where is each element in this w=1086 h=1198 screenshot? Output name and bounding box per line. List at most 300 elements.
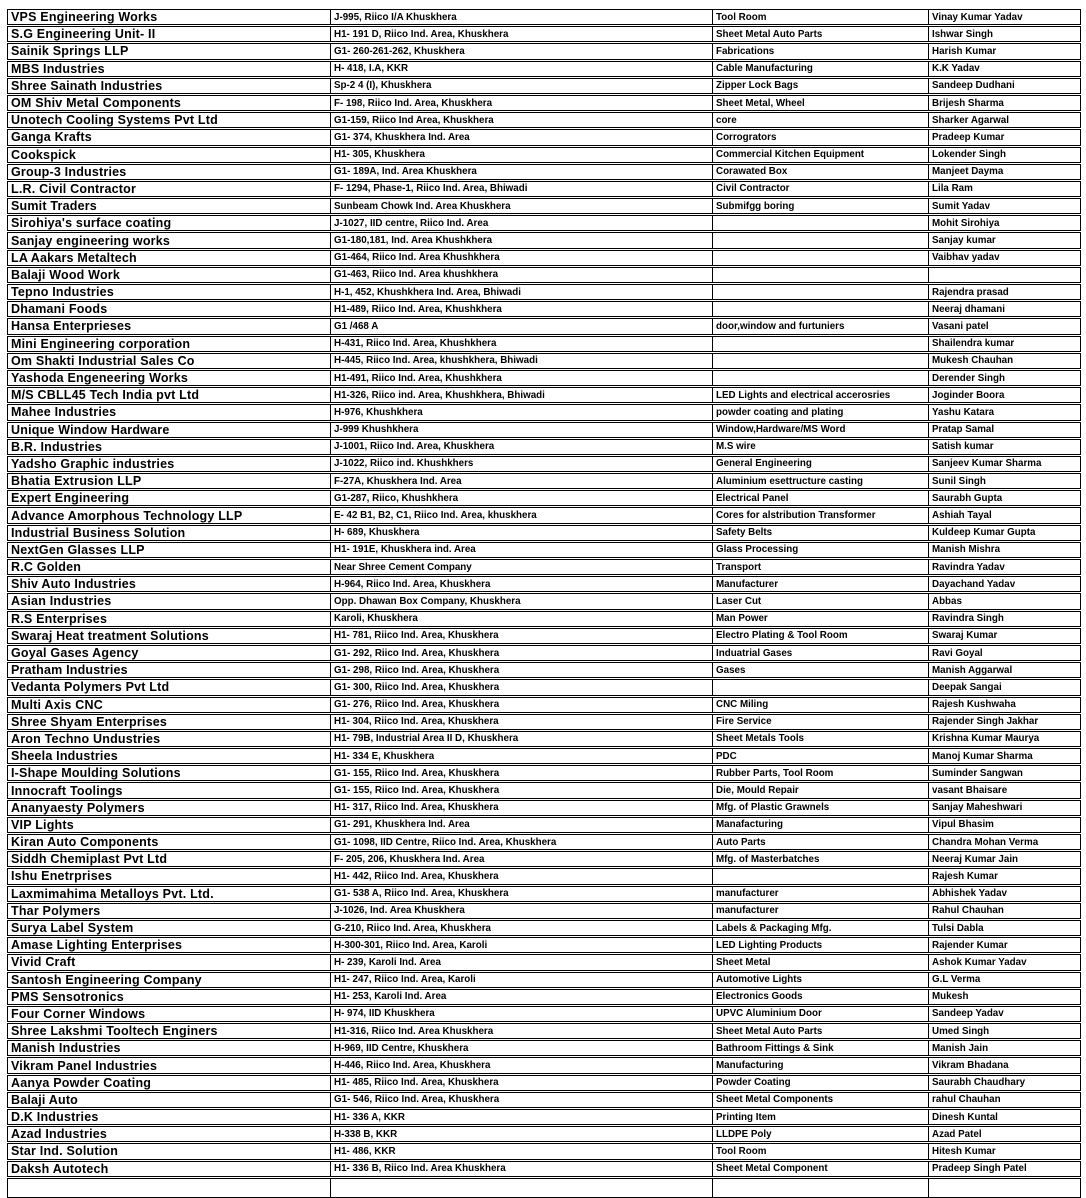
contact-person-cell: Rajesh Kumar — [928, 869, 1080, 883]
address-cell: H-1, 452, Khushkhera Ind. Area, Bhiwadi — [330, 285, 712, 299]
address-cell: Sp-2 4 (I), Khuskhera — [330, 79, 712, 93]
contact-person-cell: Azad Patel — [928, 1127, 1080, 1141]
contact-person-cell: Tulsi Dabla — [928, 921, 1080, 935]
products-cell — [712, 869, 928, 883]
table-row — [7, 731, 1081, 747]
address-cell: H1- 336 B, Riico Ind. Area Khuskhera — [330, 1162, 712, 1176]
contact-person-cell: Sunil Singh — [928, 474, 1080, 488]
products-cell: Auto Parts — [712, 835, 928, 849]
contact-person-cell: Abhishek Yadav — [928, 887, 1080, 901]
contact-person-cell: Dayachand Yadav — [928, 577, 1080, 591]
table-row — [7, 26, 1081, 42]
table-row — [7, 851, 1081, 867]
contact-person-cell: Brijesh Sharma — [928, 96, 1080, 110]
company-name-cell: Yashoda Engeneering Works — [11, 371, 189, 386]
products-cell: Manufacturer — [712, 577, 928, 591]
address-cell: H1- 191E, Khuskhera ind. Area — [330, 543, 712, 557]
address-cell: G1-464, Riico Ind. Area Khushkhera — [330, 251, 712, 265]
address-cell: G1- 291, Khuskhera Ind. Area — [330, 818, 712, 832]
company-name-cell: M/S CBLL45 Tech India pvt Ltd — [11, 388, 200, 403]
company-name-cell: Sainik Springs LLP — [11, 44, 129, 59]
contact-person-cell: Rahul Chauhan — [928, 904, 1080, 918]
company-name-cell: Mini Engineering corporation — [11, 336, 191, 351]
contact-person-cell: Shailendra kumar — [928, 337, 1080, 351]
table-row — [7, 1006, 1081, 1022]
contact-person-cell: Pradeep Singh Patel — [928, 1162, 1080, 1176]
products-cell: Aluminium esettructure casting — [712, 474, 928, 488]
address-cell: H1- 304, Riico Ind. Area, Khuskhera — [330, 715, 712, 729]
company-name-cell: Hansa Enterprieses — [11, 319, 132, 334]
company-name-cell: Dhamani Foods — [11, 302, 108, 317]
address-cell: G-210, Riico Ind. Area, Khuskhera — [330, 921, 712, 935]
contact-person-cell: Krishna Kumar Maurya — [928, 732, 1080, 746]
products-cell: Submifgg boring — [712, 199, 928, 213]
table-row — [7, 267, 1081, 283]
company-name-cell: Multi Axis CNC — [11, 697, 103, 712]
contact-person-cell: Joginder Boora — [928, 388, 1080, 402]
company-name-cell: VIP Lights — [11, 817, 74, 832]
address-cell: H-976, Khushkhera — [330, 405, 712, 419]
contact-person-cell: rahul Chauhan — [928, 1093, 1080, 1107]
contact-person-cell: Manoj Kumar Sharma — [928, 749, 1080, 763]
table-row — [7, 937, 1081, 953]
products-cell: Electrical Panel — [712, 491, 928, 505]
company-name-cell: Pratham Industries — [11, 663, 128, 678]
products-cell: Mfg. of Masterbatches — [712, 852, 928, 866]
company-name-cell: I-Shape Moulding Solutions — [11, 766, 181, 781]
table-row — [7, 1057, 1081, 1073]
address-cell: H1- 485, Riico Ind. Area, Khuskhera — [330, 1076, 712, 1090]
address-cell: H1-316, Riico Ind. Area Khuskhera — [330, 1024, 712, 1038]
company-name-cell: Advance Amorphous Technology LLP — [11, 508, 243, 523]
table-row — [7, 765, 1081, 781]
table-row — [7, 439, 1081, 455]
table-row — [7, 318, 1081, 334]
address-cell: G1- 1098, IID Centre, Riico Ind. Area, Khuskhera — [330, 835, 712, 849]
address-cell: H-445, Riico Ind. Area, khushkhera, Bhiwadi — [330, 354, 712, 368]
address-cell: Opp. Dhawan Box Company, Khuskhera — [330, 594, 712, 608]
address-cell: H1- 247, Riico Ind. Area, Karoli — [330, 973, 712, 987]
products-cell: Corawated Box — [712, 165, 928, 179]
contact-person-cell: Mukesh — [928, 990, 1080, 1004]
company-name-cell: Aanya Powder Coating — [11, 1075, 152, 1090]
table-row — [7, 972, 1081, 988]
products-cell: M.S wire — [712, 440, 928, 454]
products-cell — [712, 680, 928, 694]
products-cell: Sheet Metal Component — [712, 1162, 928, 1176]
table-row — [7, 78, 1081, 94]
products-cell — [712, 233, 928, 247]
products-cell: CNC Miling — [712, 698, 928, 712]
table-row — [7, 370, 1081, 386]
products-cell: LLDPE Poly — [712, 1127, 928, 1141]
products-cell: General Engineering — [712, 457, 928, 471]
address-cell: J-999 Khushkhera — [330, 423, 712, 437]
products-cell — [712, 251, 928, 265]
table-row — [7, 559, 1081, 575]
contact-person-cell: G.L Verma — [928, 973, 1080, 987]
company-name-cell: Industrial Business Solution — [11, 525, 186, 540]
table-row — [7, 954, 1081, 970]
contact-person-cell: Manish Jain — [928, 1041, 1080, 1055]
products-cell: Corrogrators — [712, 130, 928, 144]
contact-person-cell: Pradeep Kumar — [928, 130, 1080, 144]
address-cell: H1- 79B, Industrial Area II D, Khuskhera — [330, 732, 712, 746]
company-name-cell: Shree Sainath Industries — [11, 78, 163, 93]
products-cell — [712, 337, 928, 351]
company-name-cell: Asian Industries — [11, 594, 112, 609]
address-cell: J-1001, Riico Ind. Area, Khuskhera — [330, 440, 712, 454]
contact-person-cell: Chandra Mohan Verma — [928, 835, 1080, 849]
address-cell: F- 205, 206, Khuskhera Ind. Area — [330, 852, 712, 866]
contact-person-cell: Vipul Bhasim — [928, 818, 1080, 832]
contact-person-cell: Umed Singh — [928, 1024, 1080, 1038]
company-name-cell: Star Ind. Solution — [11, 1144, 119, 1159]
products-cell: door,window and furtuniers — [712, 319, 928, 333]
contact-person-cell — [928, 1179, 1080, 1197]
table-row — [7, 473, 1081, 489]
contact-person-cell: Deepak Sangai — [928, 680, 1080, 694]
address-cell: G1- 546, Riico Ind. Area, Khuskhera — [330, 1093, 712, 1107]
contact-person-cell: Rajesh Kushwaha — [928, 698, 1080, 712]
company-name-cell: Vedanta Polymers Pvt Ltd — [11, 680, 170, 695]
address-cell: H- 689, Khuskhera — [330, 526, 712, 540]
products-cell — [712, 268, 928, 282]
table-row — [7, 404, 1081, 420]
address-cell: J-1027, IID centre, Riico Ind. Area — [330, 216, 712, 230]
address-cell: G1- 276, Riico Ind. Area, Khuskhera — [330, 698, 712, 712]
products-cell: Fabrications — [712, 44, 928, 58]
contact-person-cell: Neeraj dhamani — [928, 302, 1080, 316]
table-row — [7, 387, 1081, 403]
address-cell: G1- 260-261-262, Khuskhera — [330, 44, 712, 58]
table-row — [7, 662, 1081, 678]
company-name-cell: Bhatia Extrusion LLP — [11, 474, 142, 489]
address-cell: H-446, Riico Ind. Area, Khuskhera — [330, 1058, 712, 1072]
table-row — [7, 1040, 1081, 1056]
contact-person-cell: Ashiah Tayal — [928, 508, 1080, 522]
products-cell: LED Lights and electrical accerosries — [712, 388, 928, 402]
contact-person-cell: Sanjay Maheshwari — [928, 801, 1080, 815]
company-name-cell: VPS Engineering Works — [11, 10, 158, 25]
address-cell: H1- 253, Karoli Ind. Area — [330, 990, 712, 1004]
address-cell: E- 42 B1, B2, C1, Riico Ind. Area, khuskhera — [330, 508, 712, 522]
table-row — [7, 542, 1081, 558]
table-row-partial — [7, 1178, 1081, 1198]
contact-person-cell: Kuldeep Kumar Gupta — [928, 526, 1080, 540]
table-row — [7, 301, 1081, 317]
address-cell: F-27A, Khuskhera Ind. Area — [330, 474, 712, 488]
contact-person-cell: Sandeep Yadav — [928, 1007, 1080, 1021]
products-cell: Window,Hardware/MS Word — [712, 423, 928, 437]
table-row — [7, 868, 1081, 884]
company-name-cell: Amase Lighting Enterprises — [11, 938, 183, 953]
table-row — [7, 593, 1081, 609]
products-cell — [712, 371, 928, 385]
address-cell: H- 974, IID Khuskhera — [330, 1007, 712, 1021]
products-cell: Fire Service — [712, 715, 928, 729]
table-row — [7, 834, 1081, 850]
address-cell: H-431, Riico Ind. Area, Khushkhera — [330, 337, 712, 351]
address-cell: H1- 442, Riico Ind. Area, Khuskhera — [330, 869, 712, 883]
table-row — [7, 456, 1081, 472]
contact-person-cell: Mohit Sirohiya — [928, 216, 1080, 230]
contact-person-cell — [928, 268, 1080, 282]
products-cell: Gases — [712, 663, 928, 677]
address-cell: G1- 155, Riico Ind. Area, Khuskhera — [330, 766, 712, 780]
table-row — [7, 336, 1081, 352]
company-name-cell: Santosh Engineering Company — [11, 972, 202, 987]
company-name-cell: Surya Label System — [11, 921, 134, 936]
address-cell: Near Shree Cement Company — [330, 560, 712, 574]
address-cell: H1-491, Riico Ind. Area, Khushkhera — [330, 371, 712, 385]
company-name-cell: B.R. Industries — [11, 439, 103, 454]
address-cell: H- 239, Karoli Ind. Area — [330, 955, 712, 969]
products-cell: Tool Room — [712, 1144, 928, 1158]
table-row — [7, 198, 1081, 214]
products-cell: Commercial Kitchen Equipment — [712, 148, 928, 162]
contact-person-cell: Vikram Bhadana — [928, 1058, 1080, 1072]
products-cell: powder coating and plating — [712, 405, 928, 419]
address-cell: H1- 191 D, Riico Ind. Area, Khuskhera — [330, 27, 712, 41]
contact-person-cell: Ravi Goyal — [928, 646, 1080, 660]
table-row — [7, 181, 1081, 197]
table-row — [7, 1143, 1081, 1159]
address-cell: H-338 B, KKR — [330, 1127, 712, 1141]
contact-person-cell: Rajender Kumar — [928, 938, 1080, 952]
company-name-cell: Daksh Autotech — [11, 1161, 109, 1176]
products-cell: UPVC Aluminium Door — [712, 1007, 928, 1021]
address-cell — [330, 1179, 712, 1197]
contact-person-cell: Sanjeev Kumar Sharma — [928, 457, 1080, 471]
company-name-cell: Group-3 Industries — [11, 164, 127, 179]
contact-person-cell: Sandeep Dudhani — [928, 79, 1080, 93]
table-row — [7, 645, 1081, 661]
company-name-cell: Innocraft Toolings — [11, 783, 123, 798]
products-cell: Die, Mould Repair — [712, 783, 928, 797]
table-row — [7, 250, 1081, 266]
products-cell: Laser Cut — [712, 594, 928, 608]
address-cell: G1 /468 A — [330, 319, 712, 333]
contact-person-cell: Sumit Yadav — [928, 199, 1080, 213]
company-name-cell: D.K Industries — [11, 1110, 99, 1125]
products-cell — [712, 216, 928, 230]
table-row — [7, 61, 1081, 77]
products-cell: Rubber Parts, Tool Room — [712, 766, 928, 780]
company-name-cell: PMS Sensotronics — [11, 989, 124, 1004]
products-cell: Sheet Metal Auto Parts — [712, 27, 928, 41]
products-cell: Powder Coating — [712, 1076, 928, 1090]
table-row — [7, 920, 1081, 936]
company-name-cell: Vivid Craft — [11, 955, 76, 970]
company-name-cell: Om Shakti Industrial Sales Co — [11, 353, 195, 368]
company-name-cell: Aron Techno Undustries — [11, 731, 161, 746]
contact-person-cell: Manjeet Dayma — [928, 165, 1080, 179]
table-row — [7, 800, 1081, 816]
company-name-cell: Goyal Gases Agency — [11, 646, 139, 661]
contact-person-cell: Saurabh Gupta — [928, 491, 1080, 505]
contact-person-cell: Ashok Kumar Yadav — [928, 955, 1080, 969]
table-row — [7, 525, 1081, 541]
address-cell: F- 198, Riico Ind. Area, Khuskhera — [330, 96, 712, 110]
contact-person-cell: Vaibhav yadav — [928, 251, 1080, 265]
company-name-cell: Shree Lakshmi Tooltech Enginers — [11, 1024, 218, 1039]
company-name-cell: Sheela Industries — [11, 749, 118, 764]
products-cell: Cores for alstribution Transformer — [712, 508, 928, 522]
company-name-cell: Vikram Panel Industries — [11, 1058, 158, 1073]
contact-person-cell: Ishwar Singh — [928, 27, 1080, 41]
company-name-cell: Sumit Traders — [11, 199, 97, 214]
products-cell: Induatrial Gases — [712, 646, 928, 660]
contact-person-cell: Swaraj Kumar — [928, 629, 1080, 643]
company-name-cell: Mahee Industries — [11, 405, 117, 420]
address-cell: H1- 781, Riico Ind. Area, Khuskhera — [330, 629, 712, 643]
address-cell: G1-287, Riico, Khushkhera — [330, 491, 712, 505]
table-row — [7, 679, 1081, 695]
company-name-cell: NextGen Glasses LLP — [11, 542, 145, 557]
company-name-cell: R.C Golden — [11, 560, 82, 575]
table-row — [7, 886, 1081, 902]
products-cell: Civil Contractor — [712, 182, 928, 196]
products-cell: Sheet Metal — [712, 955, 928, 969]
contact-person-cell: Lokender Singh — [928, 148, 1080, 162]
table-row — [7, 1109, 1081, 1125]
company-name-cell: R.S Enterprises — [11, 611, 108, 626]
company-name-cell: Yadsho Graphic industries — [11, 456, 175, 471]
contact-person-cell: Lila Ram — [928, 182, 1080, 196]
address-cell: H1- 317, Riico Ind. Area, Khuskhera — [330, 801, 712, 815]
products-cell: PDC — [712, 749, 928, 763]
table-row — [7, 576, 1081, 592]
company-name-cell: Ishu Enetrprises — [11, 869, 113, 884]
address-cell: H1- 334 E, Khuskhera — [330, 749, 712, 763]
company-name-cell: Manish Industries — [11, 1041, 121, 1056]
products-cell: Sheet Metal Components — [712, 1093, 928, 1107]
contact-person-cell: Satish kumar — [928, 440, 1080, 454]
table-row — [7, 1075, 1081, 1091]
company-name-cell: Balaji Wood Work — [11, 267, 120, 282]
table-row — [7, 697, 1081, 713]
table-row — [7, 1092, 1081, 1108]
products-cell: manufacturer — [712, 887, 928, 901]
products-cell: core — [712, 113, 928, 127]
products-cell: Man Power — [712, 612, 928, 626]
company-name-cell: Azad Industries — [11, 1127, 108, 1142]
products-cell: Printing Item — [712, 1110, 928, 1124]
table-row — [7, 628, 1081, 644]
company-name-cell: Cookspick — [11, 147, 77, 162]
address-cell: G1-463, Riico Ind. Area khushkhera — [330, 268, 712, 282]
company-name-cell: S.G Engineering Unit- II — [11, 27, 156, 42]
contact-person-cell: Suminder Sangwan — [928, 766, 1080, 780]
contact-person-cell: Mukesh Chauhan — [928, 354, 1080, 368]
table-row — [7, 164, 1081, 180]
company-name-cell: Unotech Cooling Systems Pvt Ltd — [11, 113, 218, 128]
products-cell: Zipper Lock Bags — [712, 79, 928, 93]
contact-person-cell: Neeraj Kumar Jain — [928, 852, 1080, 866]
address-cell: F- 1294, Phase-1, Riico Ind. Area, Bhiwadi — [330, 182, 712, 196]
company-name-cell: Kiran Auto Components — [11, 835, 159, 850]
contact-person-cell: Hitesh Kumar — [928, 1144, 1080, 1158]
address-cell: Sunbeam Chowk Ind. Area Khuskhera — [330, 199, 712, 213]
address-cell: H1- 336 A, KKR — [330, 1110, 712, 1124]
table-row — [7, 490, 1081, 506]
address-cell: G1- 300, Riico Ind. Area, Khuskhera — [330, 680, 712, 694]
company-name-cell — [8, 1179, 330, 1197]
table-row — [7, 748, 1081, 764]
address-cell: J-1026, Ind. Area Khuskhera — [330, 904, 712, 918]
products-cell: Labels & Packaging Mfg. — [712, 921, 928, 935]
contact-person-cell: Yashu Katara — [928, 405, 1080, 419]
company-name-cell: Sirohiya's surface coating — [11, 216, 172, 231]
table-row — [7, 95, 1081, 111]
address-cell: J-1022, Riico ind. Khushkhers — [330, 457, 712, 471]
company-name-cell: Expert Engineering — [11, 491, 130, 506]
products-cell: Bathroom Fittings & Sink — [712, 1041, 928, 1055]
products-cell: Sheet Metals Tools — [712, 732, 928, 746]
table-row — [7, 422, 1081, 438]
company-name-cell: OM Shiv Metal Components — [11, 96, 182, 111]
table-row — [7, 1161, 1081, 1177]
contact-person-cell: Pratap Samal — [928, 423, 1080, 437]
company-name-cell: L.R. Civil Contractor — [11, 181, 137, 196]
contact-person-cell: Saurabh Chaudhary — [928, 1076, 1080, 1090]
contact-person-cell: Sanjay kumar — [928, 233, 1080, 247]
company-name-cell: Swaraj Heat treatment Solutions — [11, 628, 209, 643]
address-cell: G1- 298, Riico Ind. Area, Khuskhera — [330, 663, 712, 677]
company-name-cell: Shiv Auto Industries — [11, 577, 137, 592]
contact-person-cell: Dinesh Kuntal — [928, 1110, 1080, 1124]
contact-person-cell: Vasani patel — [928, 319, 1080, 333]
company-name-cell: Sanjay engineering works — [11, 233, 171, 248]
table-row — [7, 215, 1081, 231]
products-cell: Sheet Metal Auto Parts — [712, 1024, 928, 1038]
company-name-cell: LA Aakars Metaltech — [11, 250, 137, 265]
address-cell: J-995, Riico I/A Khuskhera — [330, 10, 712, 24]
products-cell: Manafacturing — [712, 818, 928, 832]
products-cell: Electro Plating & Tool Room — [712, 629, 928, 643]
products-cell: Automotive Lights — [712, 973, 928, 987]
table-row — [7, 43, 1081, 59]
address-cell: G1-180,181, Ind. Area Khushkhera — [330, 233, 712, 247]
contact-person-cell: Harish Kumar — [928, 44, 1080, 58]
products-cell: Mfg. of Plastic Grawnels — [712, 801, 928, 815]
products-cell: manufacturer — [712, 904, 928, 918]
company-name-cell: Balaji Auto — [11, 1092, 79, 1107]
address-cell: H- 418, I.A, KKR — [330, 62, 712, 76]
table-row — [7, 1126, 1081, 1142]
table-row — [7, 353, 1081, 369]
products-cell: Transport — [712, 560, 928, 574]
address-cell: H1- 486, KKR — [330, 1144, 712, 1158]
address-cell: H1-489, Riico Ind. Area, Khushkhera — [330, 302, 712, 316]
products-cell: Manufacturing — [712, 1058, 928, 1072]
company-name-cell: Shree Shyam Enterprises — [11, 714, 168, 729]
contact-person-cell: Vinay Kumar Yadav — [928, 10, 1080, 24]
company-name-cell: Thar Polymers — [11, 903, 101, 918]
products-cell: Cable Manufacturing — [712, 62, 928, 76]
address-cell: H1-326, Riico ind. Area, Khushkhera, Bhiwadi — [330, 388, 712, 402]
address-cell: H-300-301, Riico Ind. Area, Karoli — [330, 938, 712, 952]
table-row — [7, 903, 1081, 919]
address-cell: G1- 374, Khuskhera Ind. Area — [330, 130, 712, 144]
table-row — [7, 507, 1081, 523]
products-cell: Electronics Goods — [712, 990, 928, 1004]
table-row — [7, 817, 1081, 833]
table-row — [7, 147, 1081, 163]
table-row — [7, 989, 1081, 1005]
company-name-cell: Tepno Industries — [11, 285, 114, 300]
